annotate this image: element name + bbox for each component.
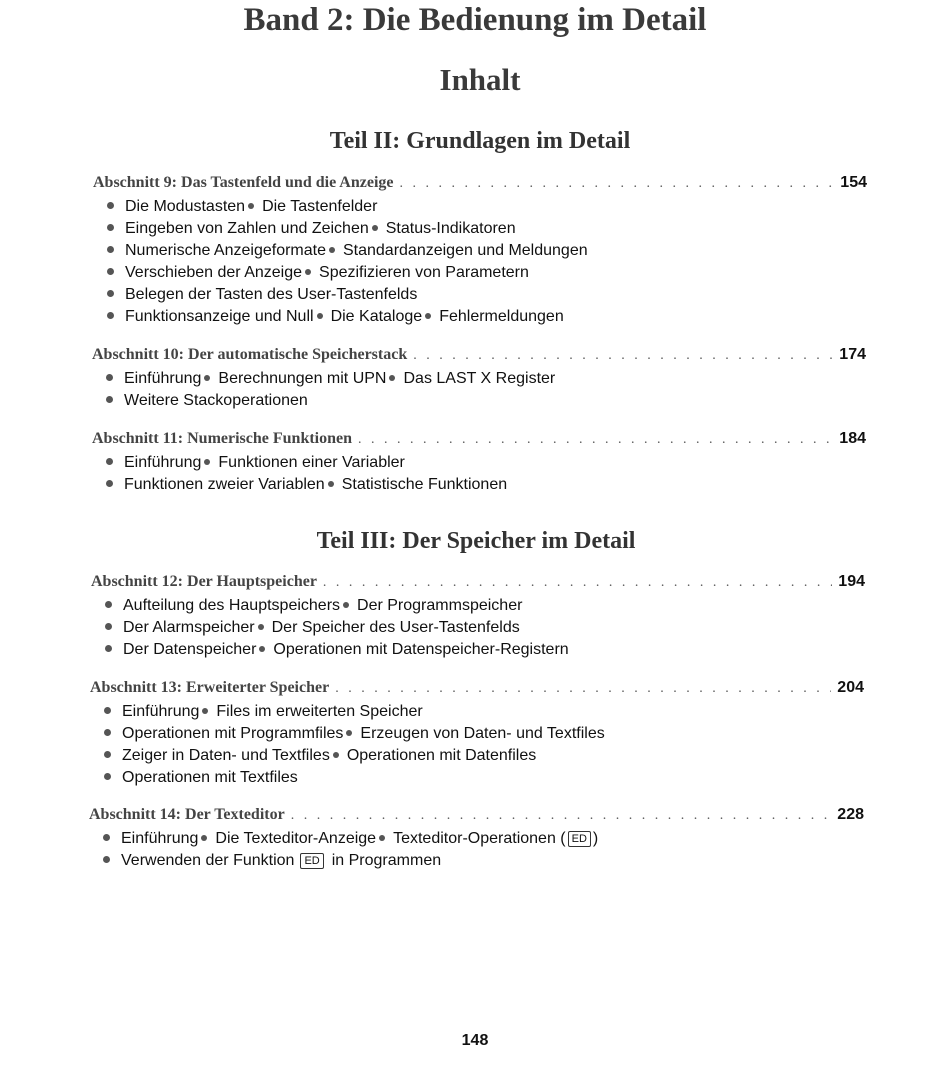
leader-dots — [413, 348, 833, 364]
topic-item: Die Texteditor-Anzeige — [215, 830, 377, 847]
topic-item: Die Kataloge — [330, 308, 423, 325]
bullet-icon — [107, 202, 114, 209]
topic-line — [92, 474, 866, 496]
section-page-number[interactable]: 204 — [837, 679, 864, 696]
topic-line — [93, 218, 867, 240]
part-iii-title: Teil III: Der Speicher im Detail — [316, 528, 636, 554]
bullet-icon — [204, 459, 210, 465]
bullet-icon — [107, 246, 114, 253]
topic-line — [90, 723, 864, 745]
topic-item: Der Programmspeicher — [357, 597, 523, 614]
topic-item: Operationen mit Datenfiles — [346, 747, 537, 764]
ed-key-icon: ED — [300, 853, 323, 869]
topic-line — [89, 850, 864, 872]
topic-item: Der Alarmspeicher — [123, 619, 255, 636]
topic-item: Der Datenspeicher — [123, 641, 257, 658]
topic-item: Weitere Stackoperationen — [124, 392, 308, 409]
topic-line — [92, 368, 866, 390]
topic-line — [91, 617, 865, 639]
section-topics — [93, 196, 867, 328]
toc-section-9 — [93, 174, 867, 328]
topic-line — [91, 595, 865, 617]
topic-item: Numerische Anzeigeformate — [125, 242, 326, 259]
toc-section-12 — [91, 573, 865, 661]
toc-section-10 — [92, 346, 866, 412]
topic-line — [90, 745, 864, 767]
bullet-icon — [333, 752, 339, 758]
bullet-icon — [105, 601, 112, 608]
section-title[interactable]: Abschnitt 10: Der automatische Speicherstack — [92, 346, 408, 363]
bullet-icon — [372, 225, 378, 231]
leader-dots — [335, 681, 831, 697]
bullet-icon — [389, 375, 395, 381]
leader-dots — [291, 808, 832, 824]
bullet-icon — [107, 290, 114, 297]
section-title[interactable]: Abschnitt 13: Erweiterter Speicher — [90, 679, 330, 696]
topic-item: Fehlermeldungen — [439, 308, 564, 325]
topic-item: Funktionsanzeige und Null — [125, 308, 314, 325]
bullet-icon — [104, 751, 111, 758]
bullet-icon — [329, 247, 335, 253]
bullet-icon — [202, 708, 208, 714]
ed-key-icon: ED — [568, 831, 591, 847]
topic-line — [90, 701, 864, 723]
section-page-number[interactable]: 174 — [839, 346, 866, 363]
section-topics — [92, 452, 866, 496]
toc-section-11 — [92, 430, 866, 496]
topic-item: Berechnungen mit UPN — [218, 370, 387, 387]
bullet-icon — [106, 458, 113, 465]
section-page-number[interactable]: 194 — [838, 573, 865, 590]
bullet-icon — [104, 773, 111, 780]
leader-dots — [400, 176, 835, 192]
bullet-icon — [346, 730, 352, 736]
section-title[interactable]: Abschnitt 11: Numerische Funktionen — [92, 430, 353, 447]
topic-line — [92, 452, 866, 474]
bullet-icon — [328, 481, 334, 487]
topic-line — [93, 196, 867, 218]
topic-line — [89, 828, 864, 850]
bullet-icon — [104, 729, 111, 736]
page-number: 148 — [461, 1032, 489, 1049]
bullet-icon — [379, 835, 385, 841]
topic-line — [91, 639, 865, 661]
bullet-icon — [204, 375, 210, 381]
section-topics — [91, 595, 865, 661]
bullet-icon — [248, 203, 254, 209]
topic-item: Einführung — [121, 830, 199, 847]
bullet-icon — [105, 623, 112, 630]
topic-item: Operationen mit Textfiles — [122, 769, 298, 786]
bullet-icon — [106, 374, 113, 381]
topic-item: Die Modustasten — [125, 198, 246, 215]
bullet-icon — [103, 834, 110, 841]
topic-item: Erzeugen von Daten- und Textfiles — [360, 725, 605, 742]
topic-item: Operationen mit Datenspeicher-Registern — [273, 641, 569, 658]
bullet-icon — [343, 602, 349, 608]
topic-item: Statistische Funktionen — [341, 476, 508, 493]
bullet-icon — [317, 313, 323, 319]
bullet-icon — [107, 224, 114, 231]
topic-line — [93, 284, 867, 306]
leader-dots — [358, 432, 833, 448]
topic-item: Einführung — [122, 703, 200, 720]
part-ii-title: Teil II: Grundlagen im Detail — [329, 128, 631, 154]
bullet-icon — [305, 269, 311, 275]
topic-item: Standardanzeigen und Meldungen — [342, 242, 588, 259]
bullet-icon — [259, 646, 265, 652]
section-page-number[interactable]: 228 — [837, 806, 864, 823]
toc-section-13 — [90, 679, 864, 789]
bullet-icon — [107, 268, 114, 275]
topic-item: Eingeben von Zahlen und Zeichen — [125, 220, 369, 237]
topic-item: Funktionen zweier Variablen — [124, 476, 325, 493]
topic-line — [92, 390, 866, 412]
toc-section-14 — [89, 806, 864, 872]
section-page-number[interactable]: 154 — [840, 174, 867, 191]
section-topics — [90, 701, 864, 789]
leader-dots — [323, 575, 832, 591]
topic-item: Spezifizieren von Parametern — [319, 264, 529, 281]
topic-item: Zeiger in Daten- und Textfiles — [122, 747, 330, 764]
topic-item: Einführung — [124, 454, 202, 471]
section-page-number[interactable]: 184 — [839, 430, 866, 447]
section-topics — [92, 368, 866, 412]
topic-item: in Programmen — [331, 852, 442, 869]
topic-line — [93, 262, 867, 284]
contents-heading: Inhalt — [439, 62, 521, 97]
topic-item: Belegen der Tasten des User-Tastenfelds — [125, 286, 418, 303]
section-title[interactable]: Abschnitt 12: Der Hauptspeicher — [91, 573, 317, 590]
topic-item: ) — [592, 830, 599, 847]
topic-item: Status-Indikatoren — [385, 220, 516, 237]
bullet-icon — [425, 313, 431, 319]
topic-line — [90, 767, 864, 789]
bullet-icon — [105, 645, 112, 652]
topic-line — [93, 240, 867, 262]
section-title[interactable]: Abschnitt 14: Der Texteditor — [89, 806, 285, 823]
topic-item: Das LAST X Register — [403, 370, 556, 387]
section-topics — [89, 828, 864, 872]
topic-item: Verwenden der Funktion — [121, 852, 295, 869]
bullet-icon — [107, 312, 114, 319]
bullet-icon — [103, 856, 110, 863]
topic-line — [93, 306, 867, 328]
topic-item: Texteditor-Operationen ( — [393, 830, 566, 847]
bullet-icon — [104, 707, 111, 714]
bullet-icon — [106, 480, 113, 487]
section-title[interactable]: Abschnitt 9: Das Tastenfeld und die Anzeige — [93, 174, 394, 191]
topic-item: Verschieben der Anzeige — [125, 264, 303, 281]
topic-item: Operationen mit Programmfiles — [122, 725, 344, 742]
volume-title: Band 2: Die Bedienung im Detail — [243, 2, 707, 38]
topic-item: Files im erweiterten Speicher — [216, 703, 423, 720]
topic-item: Der Speicher des User-Tastenfelds — [271, 619, 520, 636]
topic-item: Aufteilung des Hauptspeichers — [123, 597, 341, 614]
bullet-icon — [106, 396, 113, 403]
topic-item: Einführung — [124, 370, 202, 387]
topic-item: Die Tastenfelder — [262, 198, 378, 215]
bullet-icon — [258, 624, 264, 630]
bullet-icon — [201, 835, 207, 841]
topic-item: Funktionen einer Variabler — [218, 454, 405, 471]
